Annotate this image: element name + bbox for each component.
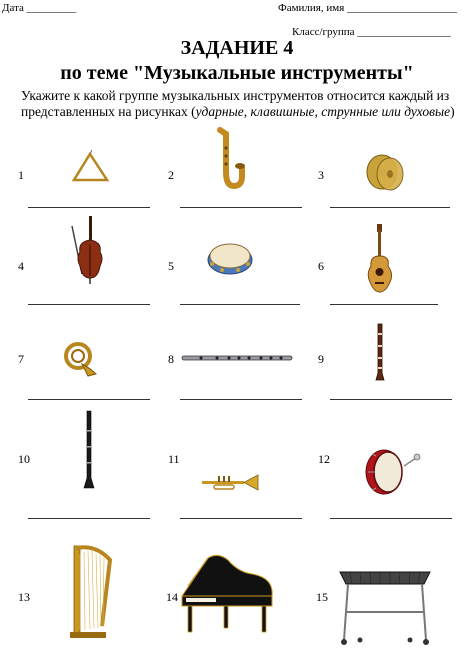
saxophone-icon bbox=[210, 128, 246, 192]
bass-drum-icon bbox=[362, 446, 420, 498]
guitar-icon bbox=[364, 222, 396, 294]
triangle-icon bbox=[70, 152, 110, 184]
grand-piano-icon bbox=[178, 552, 276, 634]
item-number: 2 bbox=[168, 168, 174, 182]
xylophone-icon bbox=[336, 564, 434, 646]
item-number: 9 bbox=[318, 352, 324, 366]
cello-icon bbox=[68, 214, 108, 284]
french-horn-icon bbox=[60, 338, 100, 378]
date-field: Дата _________ bbox=[2, 2, 77, 14]
item-number: 4 bbox=[18, 259, 24, 273]
item-number: 14 bbox=[166, 590, 178, 604]
recorder-icon bbox=[374, 323, 386, 381]
class-field: Класс/группа _________________ bbox=[292, 26, 451, 38]
trumpet-icon bbox=[200, 472, 260, 492]
clarinet-icon bbox=[82, 410, 96, 490]
task-subtitle: по теме "Музыкальные инструменты" bbox=[60, 62, 414, 84]
item-number: 3 bbox=[318, 168, 324, 182]
name-field: Фамилия, имя ____________________ bbox=[278, 2, 458, 14]
item-number: 7 bbox=[18, 352, 24, 366]
harp-icon bbox=[66, 542, 114, 640]
tambourine-icon bbox=[206, 240, 254, 276]
item-number: 13 bbox=[18, 590, 30, 604]
item-number: 5 bbox=[168, 259, 174, 273]
item-number: 8 bbox=[168, 352, 174, 366]
item-number: 15 bbox=[316, 590, 328, 604]
cymbal-icon bbox=[364, 152, 406, 194]
item-number: 1 bbox=[18, 168, 24, 182]
item-number: 11 bbox=[168, 452, 180, 466]
item-number: 10 bbox=[18, 452, 30, 466]
task-title: ЗАДАНИЕ 4 bbox=[180, 37, 294, 59]
item-number: 6 bbox=[318, 259, 324, 273]
flute-icon bbox=[181, 353, 293, 363]
item-number: 12 bbox=[318, 452, 330, 466]
instruction-text: Укажите к какой группе музыкальных инструментов относится каждый из представленных на рисунках (ударные, клавишные, струнные или духовые) bbox=[21, 88, 455, 119]
